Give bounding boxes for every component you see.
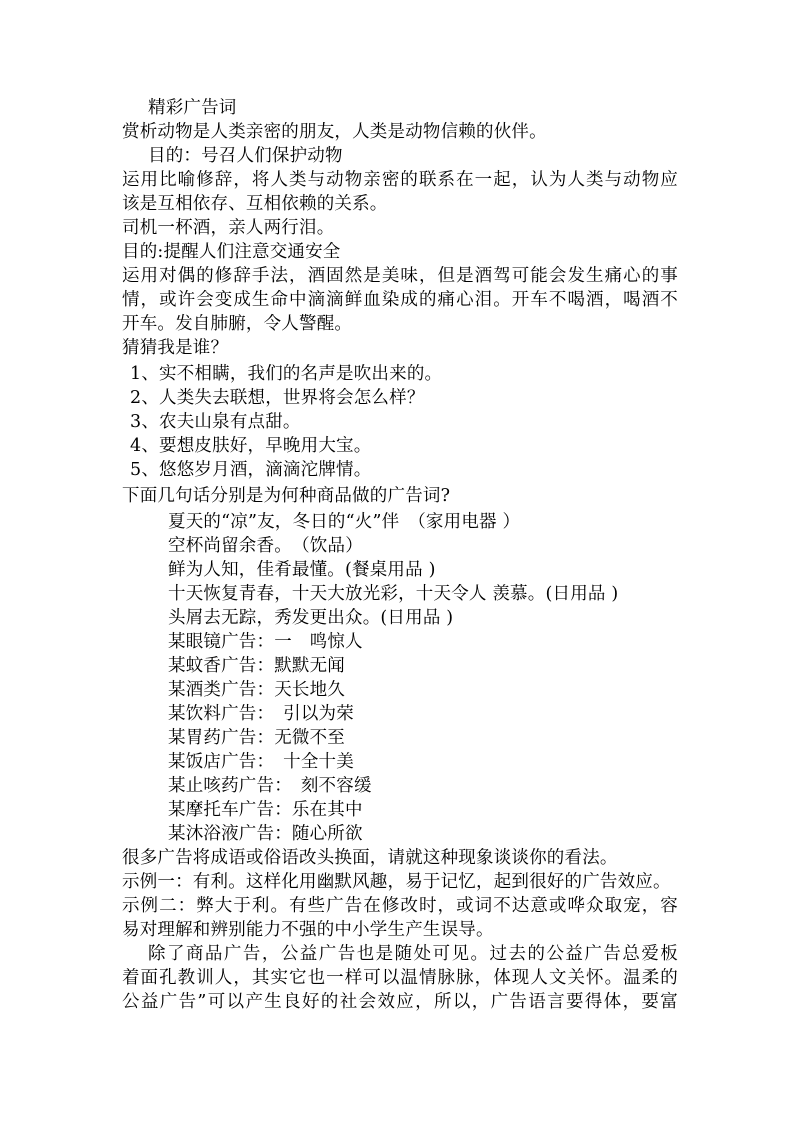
list-item: 5、悠悠岁月酒，滴滴沱牌情。 [130, 460, 372, 480]
list-item: 4、要想皮肤好，早晚用大宝。 [130, 436, 372, 456]
ad-line: 鲜为人知，佳肴最懂。(餐桌用品 ) [168, 560, 436, 580]
text-line: 目的:提醒人们注意交通安全 [122, 242, 341, 262]
text-line: 示例一：有利。这样化用幽默风趣，易于记忆，起到很好的广告效应。 [122, 872, 671, 892]
text-line: 很多广告将成语或俗语改头换面，请就这种现象谈谈你的看法。 [122, 848, 618, 868]
paragraph-line: 除了商品广告，公益广告也是随处可见。过去的公益广告总爱板 [148, 944, 678, 964]
text-line: 情，或许会变成生命中滴滴鲜血染成的痛心泪。开车不喝酒，喝酒不 [122, 290, 678, 310]
document-title: 精彩广告词 [148, 98, 237, 118]
list-item: 1、实不相瞒，我们的名声是吹出来的。 [130, 364, 443, 384]
paragraph-line: 着面孔教训人，其实它也一样可以温情脉脉，体现人文关怀。温柔的 [122, 968, 678, 988]
ad-line: 头屑去无踪，秀发更出众。(日用品 ) [168, 608, 454, 628]
ad-line: 十天恢复青春，十天大放光彩，十天令人 羡慕。(日用品 ) [168, 584, 619, 604]
text-line: 赏析动物是人类亲密的朋友，人类是动物信赖的伙伴。 [122, 122, 547, 142]
ad-line: 某止咳药广告： 刻不容缓 [168, 776, 372, 796]
paragraph-line: 公益广告”可以产生良好的社会效应，所以，广告语言要得体，要富 [122, 992, 678, 1012]
ad-line: 某蚊香广告：默默无闻 [168, 656, 345, 676]
section-heading: 猜猜我是谁？ [122, 338, 229, 358]
ad-line: 某饭店广告： 十全十美 [168, 752, 354, 772]
text-line: 易对理解和辨别能力不强的中小学生产生误导。 [122, 920, 494, 940]
text-line: 运用对偶的修辞手法，酒固然是美味，但是酒驾可能会发生痛心的事 [122, 266, 678, 286]
text-line: 运用比喻修辞，将人类与动物亲密的联系在一起，认为人类与动物应 [122, 170, 678, 190]
list-item: 3、农夫山泉有点甜。 [130, 412, 301, 432]
text-line: 开车。发自肺腑，令人警醒。 [122, 314, 353, 334]
section-heading: 下面几句话分别是为何种商品做的广告词? [122, 486, 451, 506]
list-item: 2、人类失去联想，世界将会怎么样？ [130, 388, 425, 408]
text-line: 目的：号召人们保护动物 [148, 146, 343, 166]
ad-line: 某胃药广告：无微不至 [168, 728, 345, 748]
ad-line: 某摩托车广告：乐在其中 [168, 800, 363, 820]
ad-line: 某沐浴液广告：随心所欲 [168, 824, 363, 844]
text-line: 示例二：弊大于利。有些广告在修改时，或词不达意或哗众取宠，容 [122, 896, 678, 916]
text-line: 该是互相依存、互相依赖的关系。 [122, 194, 388, 214]
ad-line: 某饮料广告： 引以为荣 [168, 704, 354, 724]
ad-line: 某酒类广告：天长地久 [168, 680, 345, 700]
ad-line: 某眼镜广告：一 鸣惊人 [168, 632, 363, 652]
text-line: 司机一杯酒，亲人两行泪。 [122, 218, 335, 238]
ad-line: 夏天的“凉”友，冬日的“火”伴 （家用电器 ） [168, 512, 521, 532]
ad-line: 空杯尚留余香。 （饮品） [168, 536, 363, 556]
